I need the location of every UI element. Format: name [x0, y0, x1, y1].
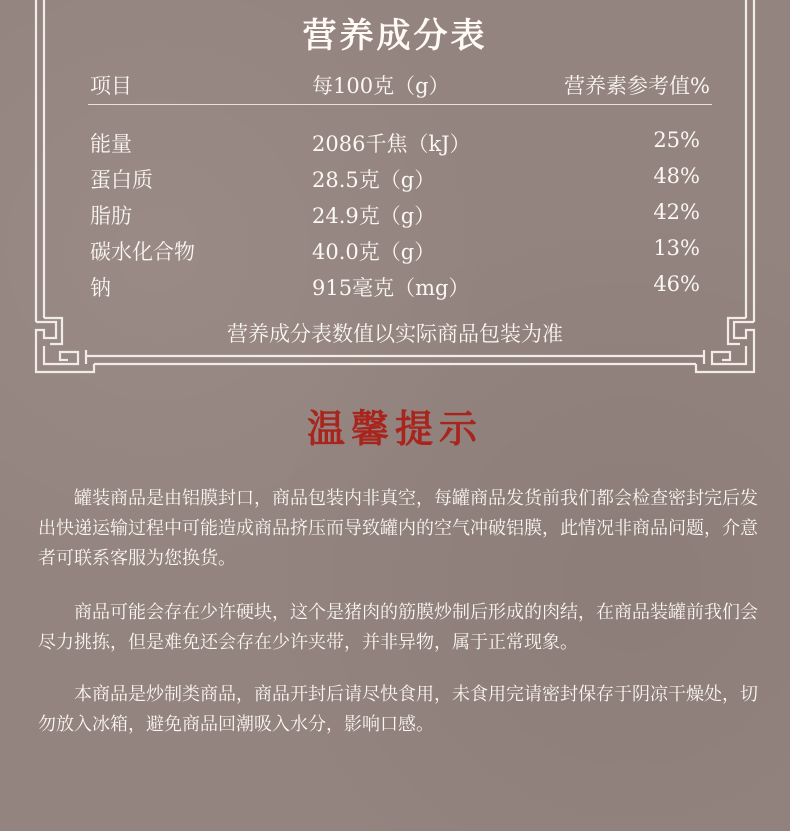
- row-item: 钠: [90, 276, 111, 300]
- row-item: 脂肪: [90, 204, 132, 228]
- nutrition-title: 营养成分表: [302, 16, 488, 56]
- row-item: 蛋白质: [90, 168, 153, 192]
- tips-paragraph: 本商品是炒制类商品，商品开封后请尽快食用，未食用完请密封保存于阴凉干燥处，切勿放入冰箱，避免商品回潮吸入水分，影响口感。: [38, 684, 758, 735]
- row-amount: 28.5克（g）: [312, 168, 436, 192]
- row-nrv: 13%: [653, 236, 700, 260]
- header-per-100g: 每100克（g）: [312, 74, 450, 98]
- row-nrv: 42%: [653, 200, 700, 224]
- tips-title: 温馨提示: [306, 406, 483, 451]
- row-amount: 2086千焦（kJ）: [312, 132, 471, 156]
- tips-paragraph: 商品可能会存在少许硬块，这个是猪肉的筋膜炒制后形成的肉结，在商品装罐前我们会尽力挑拣，但是难免还会存在少许夹带，并非异物，属于正常现象。: [38, 602, 758, 653]
- row-nrv: 25%: [653, 128, 700, 152]
- header-divider: [88, 104, 712, 105]
- row-amount: 40.0克（g）: [312, 240, 436, 264]
- nutrition-footnote: 营养成分表数值以实际商品包装为准: [227, 322, 563, 346]
- row-nrv: 48%: [653, 164, 700, 188]
- row-nrv: 46%: [653, 272, 700, 296]
- tips-paragraph: 罐装商品是由铝膜封口，商品包装内非真空，每罐商品发货前我们都会检查密封完后发出快递运输过程中可能造成商品挤压而导致罐内的空气冲破铝膜，此情况非商品问题，介意者可联系客服为您换货。: [38, 488, 758, 569]
- row-amount: 24.9克（g）: [312, 204, 436, 228]
- header-nrv: 营养素参考值%: [564, 74, 710, 98]
- header-item: 项目: [90, 74, 132, 98]
- row-item: 碳水化合物: [90, 240, 195, 264]
- row-item: 能量: [90, 132, 132, 156]
- row-amount: 915毫克（mg）: [312, 276, 470, 300]
